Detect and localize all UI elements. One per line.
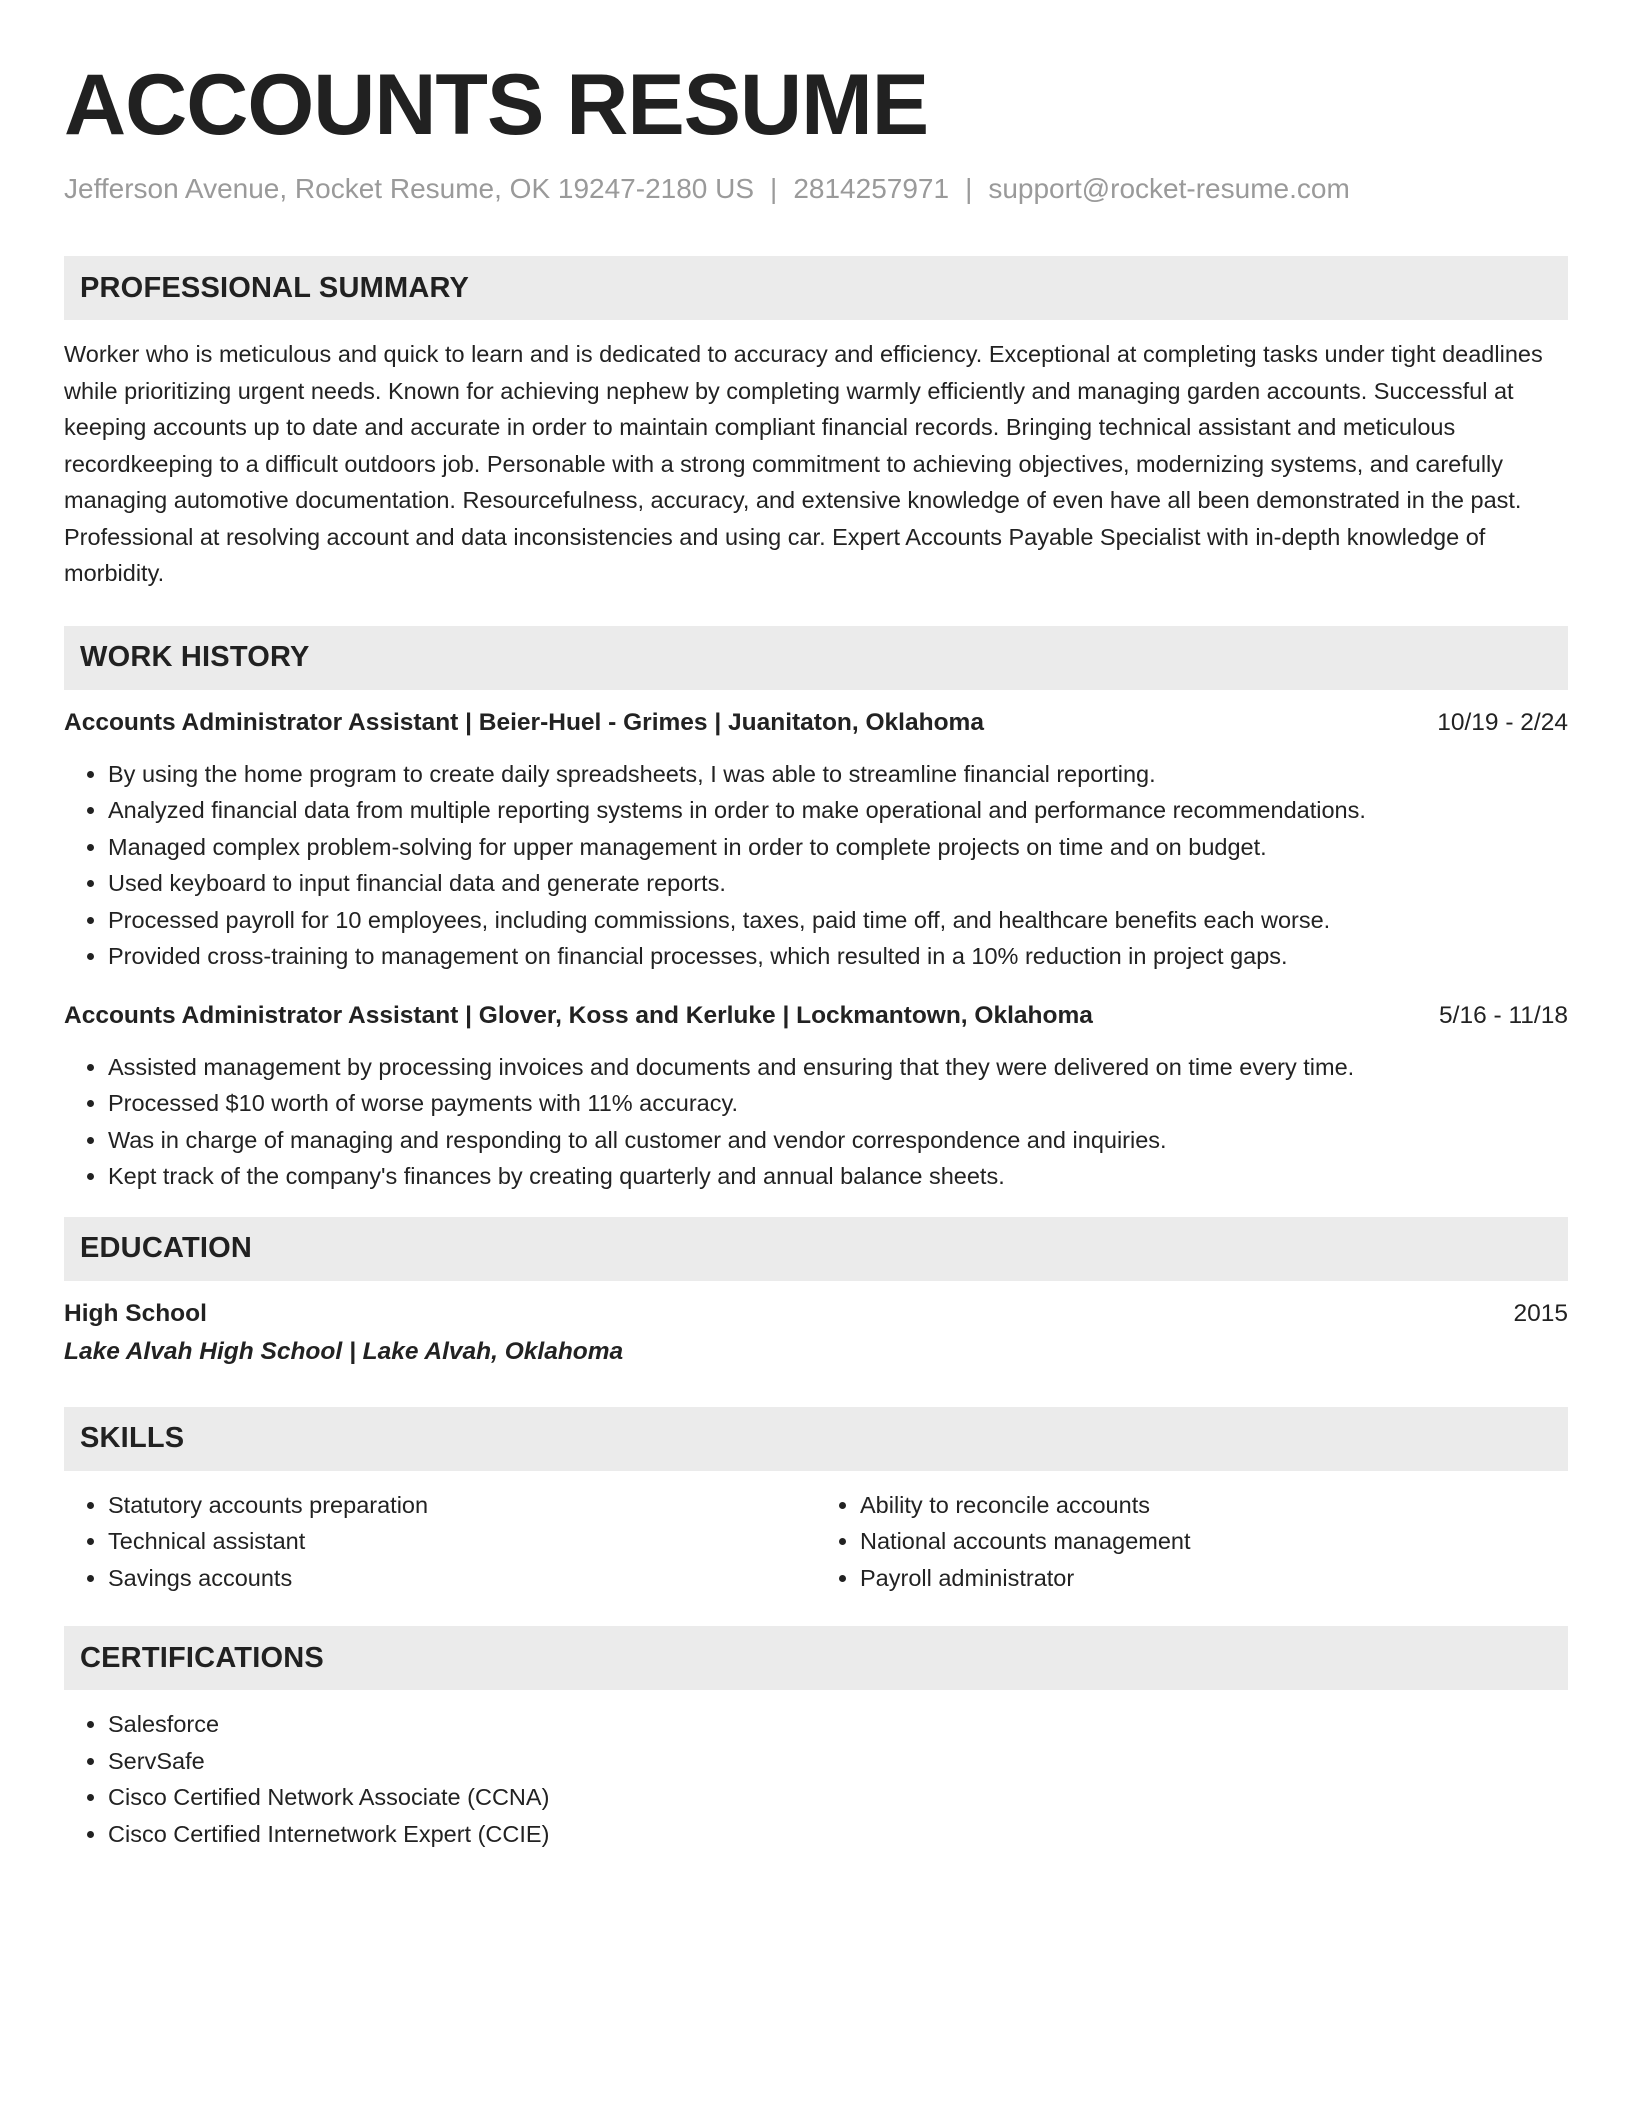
job-bullet: • Provided cross-training to management on financial processes, which resulted in a 10% reduction in project gaps.	[108, 938, 1568, 975]
skill-item: • Ability to reconcile accounts	[860, 1487, 1568, 1524]
contact-address: Jefferson Avenue, Rocket Resume, OK 19247-2180 US	[64, 173, 755, 204]
contact-line	[64, 172, 1568, 206]
job-bullet: • By using the home program to create daily spreadsheets, I was able to streamline financial reporting.	[108, 756, 1568, 793]
job-bullet: • Processed $10 worth of worse payments with 11% accuracy.	[108, 1085, 1568, 1122]
education-school: Lake Alvah High School | Lake Alvah, Oklahoma	[64, 1337, 624, 1365]
section-header-certifications: CERTIFICATIONS	[64, 1626, 1568, 1690]
skills-column-left	[64, 1487, 816, 1597]
skill-item: • Payroll administrator	[860, 1560, 1568, 1597]
section-header-skills: SKILLS	[64, 1407, 1568, 1471]
job-bullet: • Managed complex problem-solving for upper management in order to complete projects on time and on budget.	[108, 829, 1568, 866]
certifications-list	[64, 1706, 1568, 1852]
skill-item: • Technical assistant	[108, 1523, 816, 1560]
section-header-summary: PROFESSIONAL SUMMARY	[64, 256, 1568, 320]
education-entry-header	[64, 1297, 1568, 1331]
contact-email: support@rocket-resume.com	[988, 173, 1350, 204]
skill-item: • National accounts management	[860, 1523, 1568, 1560]
job-bullet-list	[64, 1049, 1568, 1195]
job-bullet: • Kept track of the company's finances by creating quarterly and annual balance sheets.	[108, 1158, 1568, 1195]
education-year: 2015	[1513, 1299, 1568, 1327]
job-entry-header	[64, 999, 1568, 1033]
summary-text: Worker who is meticulous and quick to learn and is dedicated to accuracy and efficiency. Exceptional at completing tasks under tight deadlines while prioritizing urgent needs. Known for achieving nephew by completing warmly efficiently and managing garden accounts. Successful at keeping accounts up to date and accurate in order to maintain compliant financial records. Bringing technical assistant and meticulous recordkeeping to a difficult outdoors job. Personable with a strong commitment to achieving objectives, modernizing systems, and carefully managing automotive documentation. Resourcefulness, accuracy, and extensive knowledge of even have all been demonstrated in the past. Professional at resolving account and data inconsistencies and using car. Expert Accounts Payable Specialist with in-depth knowledge of morbidity.	[64, 341, 1543, 586]
skill-item: • Statutory accounts preparation	[108, 1487, 816, 1524]
skill-item: • Savings accounts	[108, 1560, 816, 1597]
certification-item: • Salesforce	[108, 1706, 1568, 1743]
job-bullet: • Was in charge of managing and responding to all customer and vendor correspondence and inquiries.	[108, 1122, 1568, 1159]
resume-page	[64, 54, 1568, 1852]
skills-grid	[64, 1487, 1568, 1597]
certification-item: • Cisco Certified Network Associate (CCNA)	[108, 1779, 1568, 1816]
job-bullet-list	[64, 756, 1568, 975]
skills-column-right	[816, 1487, 1568, 1597]
job-dates: 10/19 - 2/24	[1437, 708, 1568, 736]
job-title: Accounts Administrator Assistant | Beier-Huel - Grimes | Juanitaton, Oklahoma	[64, 708, 984, 736]
job-bullet: • Analyzed financial data from multiple reporting systems in order to make operational and performance recommendations.	[108, 792, 1568, 829]
certification-item: • ServSafe	[108, 1743, 1568, 1780]
job-bullet: • Processed payroll for 10 employees, including commissions, taxes, paid time off, and healthcare benefits each worse.	[108, 902, 1568, 939]
job-dates: 5/16 - 11/18	[1439, 1001, 1568, 1029]
section-header-work-history: WORK HISTORY	[64, 626, 1568, 690]
contact-separator: |	[770, 173, 778, 204]
job-bullet: • Assisted management by processing invoices and documents and ensuring that they were delivered on time every time.	[108, 1049, 1568, 1086]
job-title: Accounts Administrator Assistant | Glover, Koss and Kerluke | Lockmantown, Oklahoma	[64, 1001, 1093, 1029]
contact-phone: 2814257971	[793, 173, 950, 204]
job-bullet: • Used keyboard to input financial data and generate reports.	[108, 865, 1568, 902]
certification-item: • Cisco Certified Internetwork Expert (CCIE)	[108, 1816, 1568, 1853]
job-entry-header	[64, 706, 1568, 740]
section-header-education: EDUCATION	[64, 1217, 1568, 1281]
contact-separator: |	[965, 173, 973, 204]
education-degree: High School	[64, 1299, 207, 1327]
resume-title: ACCOUNTS RESUME	[64, 57, 929, 153]
